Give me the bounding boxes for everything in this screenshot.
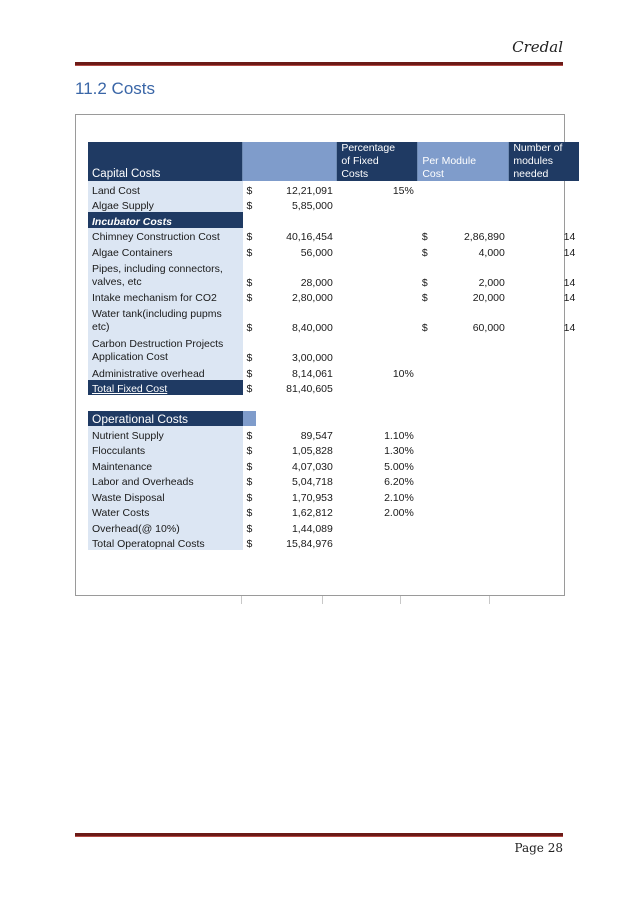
row-label: Total Operatopnal Costs (88, 535, 243, 551)
percent-cell (337, 197, 418, 213)
currency-symbol: $ (246, 383, 253, 395)
footer-rule (75, 833, 563, 837)
operational-header-row (88, 411, 579, 427)
amount-cell: 4,07,030 (291, 460, 333, 473)
per-module-cell (436, 197, 509, 213)
table-row (88, 364, 579, 380)
percent-cell (337, 228, 418, 244)
amount-cell: 28,000 (300, 276, 333, 289)
amount-cell: 8,14,061 (291, 367, 333, 380)
currency-symbol: $ (421, 322, 428, 334)
percent-cell (337, 289, 418, 305)
header-brand: Credal (512, 38, 563, 56)
row-label: Administrative overhead (88, 364, 243, 380)
row-label: Intake mechanism for CO2 (88, 289, 243, 305)
table-row (88, 181, 579, 197)
currency-symbol: $ (246, 491, 253, 504)
percent-cell: 2.00% (384, 507, 414, 519)
amount-cell: 1,70,953 (291, 491, 333, 504)
amount-cell: 5,85,000 (291, 200, 333, 212)
per-module-cell: 4,000 (478, 246, 505, 259)
table-row (88, 442, 579, 458)
table-row (88, 334, 579, 364)
per-module-cell (436, 364, 509, 380)
table-row (88, 504, 579, 520)
amount-cell: 8,40,000 (291, 322, 333, 334)
row-label: Water Costs (88, 504, 243, 520)
currency-symbol: $ (246, 231, 253, 243)
percent-cell: 15% (392, 184, 414, 197)
percent-cell: 6.20% (384, 476, 414, 488)
currency-symbol (418, 334, 436, 364)
table-row (88, 426, 579, 442)
row-label: Carbon Destruction Projects Application Cost (88, 334, 243, 364)
amount-cell: 3,00,000 (291, 352, 333, 364)
currency-symbol: $ (421, 231, 428, 243)
percent-cell (337, 259, 418, 289)
row-label: Overhead(@ 10%) (88, 519, 243, 535)
currency-symbol: $ (246, 352, 253, 364)
amount-cell: 89,547 (300, 429, 333, 442)
row-label: Chimney Construction Cost (88, 228, 243, 244)
currency-symbol (418, 181, 436, 197)
row-label: Waste Disposal (88, 488, 243, 504)
modules-cell: 14 (563, 276, 576, 289)
currency-symbol: $ (246, 292, 253, 304)
currency-symbol: $ (246, 522, 253, 535)
pct-header: Percentage of Fixed Costs (337, 142, 418, 181)
amount-cell: 56,000 (300, 246, 333, 259)
frame-tick (241, 596, 242, 604)
modules-cell: 14 (563, 322, 576, 334)
table-row (88, 259, 579, 289)
amount-cell: 5,04,718 (291, 476, 333, 488)
section-title: 11.2 Costs (75, 79, 156, 98)
per-module-cell: 2,86,890 (463, 231, 505, 243)
table-header-row (88, 142, 579, 181)
total-fixed-row (88, 380, 579, 396)
modules-cell (509, 197, 580, 213)
percent-cell: 1.10% (384, 429, 414, 442)
incubator-subheader-row (88, 212, 579, 228)
currency-symbol: $ (421, 292, 428, 304)
amount-cell: 1,44,089 (291, 522, 333, 535)
row-label: Nutrient Supply (88, 426, 243, 442)
total-fixed-label: Total Fixed Cost (88, 380, 243, 396)
row-label: Algae Containers (88, 243, 243, 259)
table-row (88, 197, 579, 213)
operational-costs-label: Operational Costs (88, 411, 243, 427)
modules-header: Number of modules needed (509, 142, 580, 181)
currency-symbol: $ (246, 367, 253, 380)
amount-cell: 12,21,091 (286, 184, 333, 197)
currency-symbol: $ (246, 476, 253, 488)
row-label: Algae Supply (88, 197, 243, 213)
currency-symbol: $ (246, 460, 253, 473)
total-fixed-amount: 81,40,605 (286, 383, 333, 395)
per-module-cell: 60,000 (472, 322, 505, 334)
currency-symbol (418, 364, 436, 380)
amount-cell: 1,62,812 (291, 507, 333, 519)
percent-cell (337, 243, 418, 259)
currency-symbol: $ (246, 200, 253, 212)
costs-table (88, 142, 579, 550)
percent-cell: 5.00% (384, 460, 414, 473)
per-module-cell: 2,000 (478, 276, 505, 289)
currency-symbol: $ (246, 246, 253, 259)
table-row (88, 488, 579, 504)
percent-cell: 1.30% (384, 445, 414, 457)
amount-cell: 40,16,454 (286, 231, 333, 243)
percent-cell: 2.10% (384, 491, 414, 504)
modules-cell (509, 364, 580, 380)
currency-symbol: $ (246, 184, 253, 197)
row-label: Maintenance (88, 457, 243, 473)
currency-symbol: $ (421, 276, 428, 289)
currency-symbol: $ (246, 429, 253, 442)
table-row (88, 457, 579, 473)
table-row (88, 519, 579, 535)
per-module-cell (436, 334, 509, 364)
currency-symbol: $ (246, 322, 253, 334)
row-label: Labor and Overheads (88, 473, 243, 489)
frame-tick (322, 596, 323, 604)
modules-cell (509, 181, 580, 197)
currency-symbol: $ (421, 246, 428, 259)
modules-cell (509, 334, 580, 364)
page-number: Page 28 (514, 841, 563, 855)
incubator-costs-label: Incubator Costs (88, 212, 243, 228)
percent-cell (337, 535, 418, 551)
table-row (88, 243, 579, 259)
table-row (88, 473, 579, 489)
currency-symbol: $ (246, 445, 253, 457)
spacer-row (88, 395, 579, 411)
capital-costs-header: Capital Costs (88, 142, 243, 181)
frame-tick (400, 596, 401, 604)
table-row (88, 289, 579, 305)
per-module-header: Per Module Cost (418, 142, 509, 181)
amount-cell: 15,84,976 (286, 538, 333, 550)
per-module-cell (436, 181, 509, 197)
modules-cell: 14 (563, 292, 576, 304)
percent-cell: 10% (392, 367, 414, 380)
table-row (88, 535, 579, 551)
currency-symbol: $ (246, 276, 253, 289)
currency-symbol (418, 197, 436, 213)
percent-cell (337, 519, 418, 535)
percent-cell (337, 304, 418, 334)
percent-cell (337, 334, 418, 364)
amount-cell: 1,05,828 (291, 445, 333, 457)
currency-symbol: $ (246, 507, 253, 519)
per-module-cell: 20,000 (472, 292, 505, 304)
row-label: Flocculants (88, 442, 243, 458)
header-rule (75, 62, 563, 66)
table-row (88, 304, 579, 334)
frame-tick (489, 596, 490, 604)
row-label: Land Cost (88, 181, 243, 197)
row-label: Water tank(including pupms etc) (88, 304, 243, 334)
amount-cell: 2,80,000 (291, 292, 333, 304)
modules-cell: 14 (563, 231, 576, 243)
row-label: Pipes, including connectors, valves, etc (88, 259, 243, 289)
modules-cell: 14 (563, 246, 576, 259)
table-row (88, 228, 579, 244)
currency-symbol: $ (246, 538, 253, 550)
